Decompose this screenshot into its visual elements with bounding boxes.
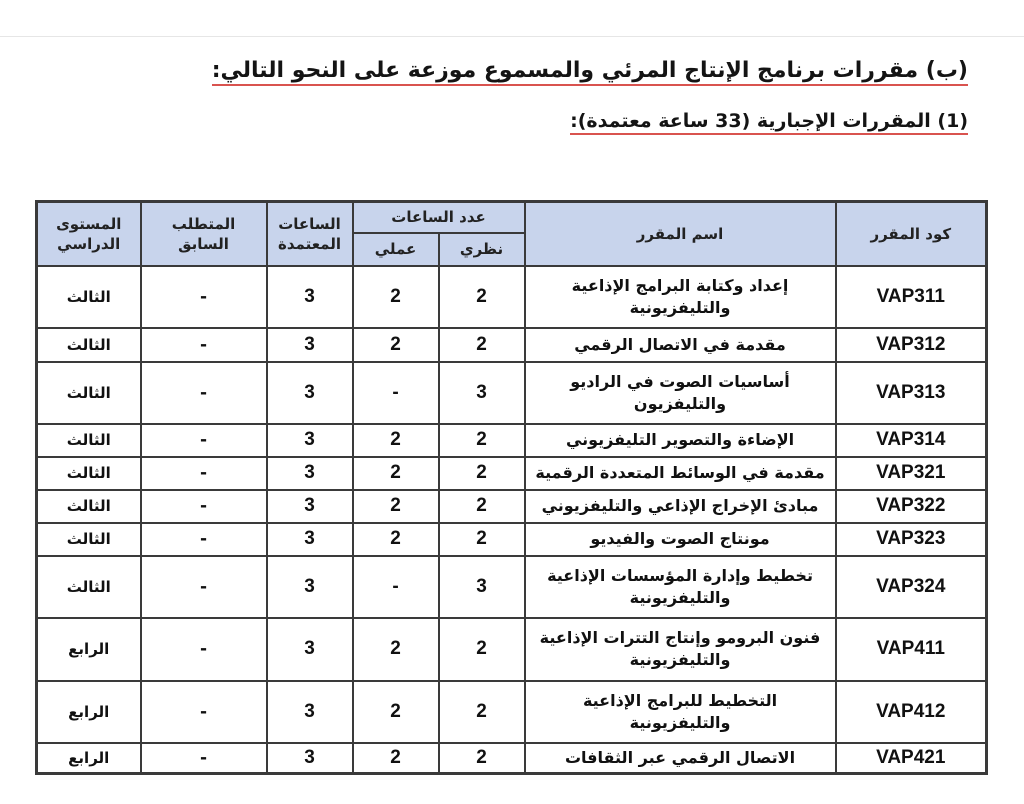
header-credit: الساعات المعتمدة (267, 202, 353, 266)
course-name: تخطيط وإدارة المؤسسات الإذاعية والتليفزيونية (525, 556, 836, 618)
table-row (37, 328, 987, 362)
theory-hours: 2 (439, 681, 525, 743)
course-code: VAP311 (836, 266, 987, 328)
course-name: مقدمة في الوسائط المتعددة الرقمية (525, 457, 836, 490)
course-name: التخطيط للبرامج الإذاعية والتليفزيونية (525, 681, 836, 743)
credit-hours: 3 (267, 490, 353, 523)
study-level: الثالث (37, 457, 141, 490)
courses-table (35, 200, 988, 775)
practical-hours: 2 (353, 328, 439, 362)
header-practical: عملي (353, 233, 439, 266)
credit-hours: 3 (267, 457, 353, 490)
course-name: فنون البرومو وإنتاج التترات الإذاعية والتليفزيونية (525, 618, 836, 681)
study-level: الثالث (37, 490, 141, 523)
course-code: VAP321 (836, 457, 987, 490)
course-code: VAP412 (836, 681, 987, 743)
table-row (37, 266, 987, 328)
section-subtitle-text: (1) المقررات الإجبارية (33 ساعة معتمدة): (570, 110, 968, 135)
credit-hours: 3 (267, 523, 353, 556)
header-prereq: المتطلب السابق (141, 202, 267, 266)
top-divider (0, 36, 1024, 37)
credit-hours: 3 (267, 618, 353, 681)
course-code: VAP323 (836, 523, 987, 556)
prerequisite: - (141, 362, 267, 424)
theory-hours: 3 (439, 362, 525, 424)
course-name: الاتصال الرقمي عبر الثقافات (525, 743, 836, 774)
practical-hours: 2 (353, 743, 439, 774)
section-title-text: (ب) مقررات برنامج الإنتاج المرئي والمسموع موزعة على النحو التالي: (212, 58, 968, 86)
study-level: الرابع (37, 743, 141, 774)
header-theory: نظري (439, 233, 525, 266)
prerequisite: - (141, 681, 267, 743)
header-code: كود المقرر (836, 202, 987, 266)
course-code: VAP411 (836, 618, 987, 681)
course-code: VAP322 (836, 490, 987, 523)
course-code: VAP324 (836, 556, 987, 618)
header-name: اسم المقرر (525, 202, 836, 266)
table-row (37, 490, 987, 523)
study-level: الرابع (37, 618, 141, 681)
prerequisite: - (141, 266, 267, 328)
table-row (37, 362, 987, 424)
practical-hours: 2 (353, 523, 439, 556)
study-level: الثالث (37, 556, 141, 618)
prerequisite: - (141, 457, 267, 490)
prerequisite: - (141, 328, 267, 362)
course-name: إعداد وكتابة البرامج الإذاعية والتليفزيونية (525, 266, 836, 328)
theory-hours: 2 (439, 266, 525, 328)
practical-hours: 2 (353, 424, 439, 457)
course-name: مبادئ الإخراج الإذاعي والتليفزيوني (525, 490, 836, 523)
section-title (212, 58, 968, 83)
credit-hours: 3 (267, 743, 353, 774)
prerequisite: - (141, 618, 267, 681)
prerequisite: - (141, 743, 267, 774)
course-code: VAP314 (836, 424, 987, 457)
table-row (37, 424, 987, 457)
study-level: الثالث (37, 362, 141, 424)
course-name: مونتاج الصوت والفيديو (525, 523, 836, 556)
course-name: الإضاءة والتصوير التليفزيوني (525, 424, 836, 457)
prerequisite: - (141, 523, 267, 556)
practical-hours: - (353, 362, 439, 424)
prerequisite: - (141, 490, 267, 523)
credit-hours: 3 (267, 328, 353, 362)
theory-hours: 2 (439, 490, 525, 523)
table-row (37, 618, 987, 681)
header-hours-group: عدد الساعات (353, 202, 525, 233)
credit-hours: 3 (267, 362, 353, 424)
study-level: الثالث (37, 424, 141, 457)
credit-hours: 3 (267, 424, 353, 457)
practical-hours: 2 (353, 618, 439, 681)
course-name: أساسيات الصوت في الراديو والتليفزيون (525, 362, 836, 424)
theory-hours: 2 (439, 743, 525, 774)
course-code: VAP421 (836, 743, 987, 774)
theory-hours: 2 (439, 424, 525, 457)
table-row (37, 681, 987, 743)
practical-hours: - (353, 556, 439, 618)
credit-hours: 3 (267, 681, 353, 743)
theory-hours: 3 (439, 556, 525, 618)
theory-hours: 2 (439, 523, 525, 556)
table-row (37, 556, 987, 618)
table-row (37, 457, 987, 490)
course-code: VAP312 (836, 328, 987, 362)
theory-hours: 2 (439, 457, 525, 490)
study-level: الرابع (37, 681, 141, 743)
practical-hours: 2 (353, 681, 439, 743)
study-level: الثالث (37, 328, 141, 362)
study-level: الثالث (37, 523, 141, 556)
header-row (37, 202, 987, 233)
course-name: مقدمة في الاتصال الرقمي (525, 328, 836, 362)
practical-hours: 2 (353, 490, 439, 523)
credit-hours: 3 (267, 556, 353, 618)
header-level: المستوى الدراسي (37, 202, 141, 266)
practical-hours: 2 (353, 457, 439, 490)
practical-hours: 2 (353, 266, 439, 328)
prerequisite: - (141, 556, 267, 618)
section-subtitle (570, 110, 968, 132)
prerequisite: - (141, 424, 267, 457)
theory-hours: 2 (439, 328, 525, 362)
study-level: الثالث (37, 266, 141, 328)
theory-hours: 2 (439, 618, 525, 681)
credit-hours: 3 (267, 266, 353, 328)
table-row (37, 743, 987, 774)
table-row (37, 523, 987, 556)
course-code: VAP313 (836, 362, 987, 424)
